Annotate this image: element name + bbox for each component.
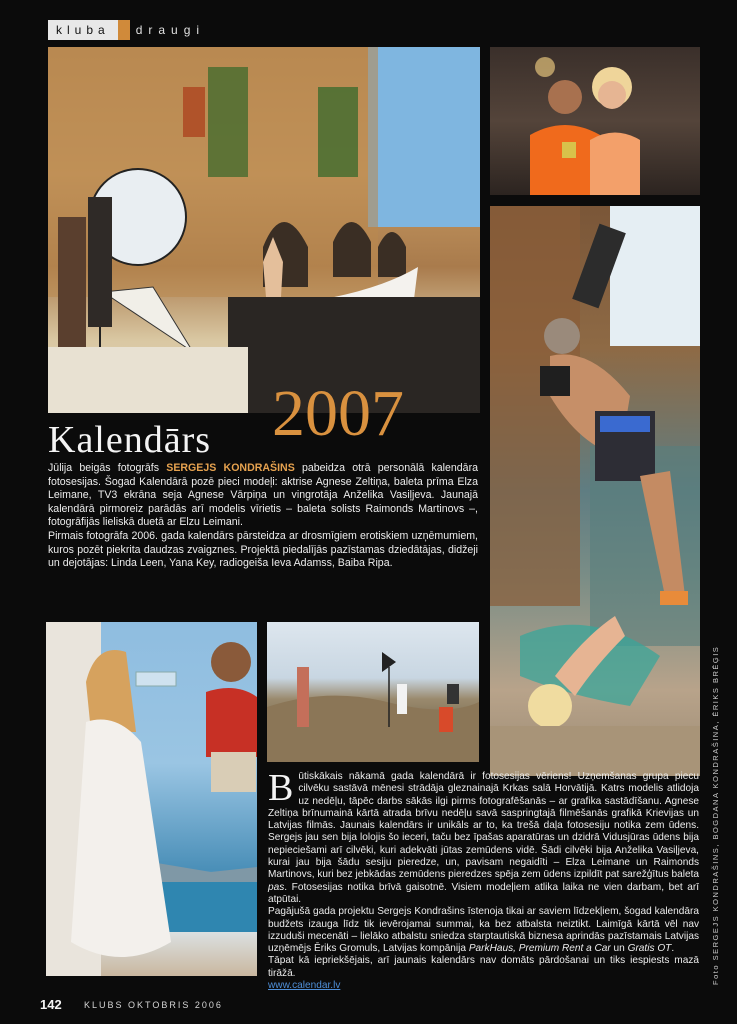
section-tag (48, 20, 211, 40)
intro-text (48, 462, 478, 571)
magazine-footer: KLUBS OKTOBRIS 2006 (84, 1000, 223, 1010)
headline-year: 2007 (272, 377, 404, 450)
body-p1-italic: pas (268, 881, 285, 893)
intro-paragraph-2: Pirmais fotogrāfa 2006. gada kalendārs pārsteidza ar drosmīgiem erotiskiem uzņēmumiem, kuros pozēt piekrita daudzas zvaigznes. Projektā piedalījās pazīstamas dziedātājas, didžeji un dejotājas: Linda Leen, Yana Key, radiogeiša Ieva Adamss, Baiba Ripa. (48, 529, 478, 570)
photo-rock-shoot (267, 622, 479, 762)
headline-word: Kalendārs (48, 419, 212, 461)
body-p1-end: . Fotosesijas notika brīvā gaisotnē. Visiem modeļiem atlika laika ne vien darbam, bet arī atpūtai. (268, 881, 699, 905)
drop-cap: B (268, 767, 294, 809)
section-tag-part1: kluba (48, 20, 118, 40)
photo-sea-models (46, 622, 257, 976)
page-number: 142 (40, 997, 62, 1012)
website-link[interactable]: www.calendar.lv (268, 980, 341, 992)
body-p2-end: . (671, 943, 675, 955)
website-paragraph (268, 980, 699, 992)
section-tag-part2: draugi (135, 23, 206, 37)
intro-p1-start: Jūlija beigās fotogrāfs (48, 462, 167, 474)
intro-paragraph-1 (48, 462, 478, 530)
photo-cliff-shoot (490, 206, 700, 776)
body-p2-and: un (610, 943, 628, 955)
intro-p1-rest: pabeidza otrā personālā kalendāra fotosesijas. Šogad Kalendārā pozē pieci modeļi: aktrise Agnese Zeltiņa, baleta prīma Elza Leimane, TV3 ekrāna seja Agnese Vārpiņa un vingrotāja Anželika Vasiļjeva. Jaunajā kalendārā pirmoreiz parādās arī modelis vīrietis – baleta solists Raimonds Martinovs –, fotogrāfijās lieliskā duetā ar Elzu Leimani. (48, 462, 478, 529)
photo-village-shoot (48, 47, 480, 413)
body-paragraph-1 (268, 767, 699, 906)
body-p1-text: ūtiskākais nākamā gada kalendārā ir fotosesijas vēriens! Uzņemšanas grupa piecu cilvēku sastāvā mēnesi strādāja gleznainajā Krkas salā Horvātijā. Katrs modelis atlidoja uz nedēļu, tāpēc darbs sākās ilgi pirms fotografēšanās – ar grafika sastādīšanu. Agnese Zeltiņa brīnumainā kārtā atrada brīvu nedēļu savā saspringtajā filmēšanās grafikā Krievijas un Latvijas filmās. Jaunais kalendārs ir unikāls ar to, ka trešā daļa fotosesiju notika zem ūdens. Sergejs jau sen bija lolojis šo ieceri, taču bez īpašas aparatūras un dzidrā Vidusjūras ūdens bija nepieciešami arī cilvēki, kuri adekvāti jūtas zemūdens vidē. Šādi cilvēki bija Anželika Vasiļjeva, kurai jau bija šādu sesiju pieredze, un, pavisam negaidīti – Elza Leimane un Raimonds Martinovs, kuri bez jebkādas zemūdens pieredzes spēja zem ūdens izpildīt pat sarežģītus baleta (268, 771, 699, 881)
sponsor-gratis: Gratis OT (627, 943, 672, 955)
body-paragraph-3: Tāpat kā iepriekšējais, arī jaunais kalendārs nav domāts pārdošanai un tiks iespiests mazā tirāžā. (268, 955, 699, 979)
body-paragraph-2 (268, 906, 699, 955)
sponsor-names: ParkHaus, Premium Rent a Car (468, 943, 611, 955)
body-p2-start: Pagājušā gada projektu Sergejs Kondrašins īstenoja tikai ar saviem līdzekļiem, šogad kalendāra budžets izauga līdz tik ievērojamai summai, ka bez atbalsta neiztikt. Laimīgā kārtā vēl nav izzuduši mecenāti – lielāko atbalstu sniedza starptautiskā biznesa aprindās pazīstamais Latvijas uzņēmējs Ēriks Gromuls, Latvijas kompānija (268, 906, 699, 955)
article-body (268, 767, 699, 992)
photo-couple-portrait (490, 47, 700, 195)
photographer-name: SERGEJS KONDRAŠINS (166, 462, 295, 474)
photo-credit: Foto SERGEJS KONDRAŠINS, BOGDANA KONDRAŠINA, ĒRIKS BRĒĢIS (711, 645, 720, 985)
section-tag-accent (118, 20, 130, 40)
